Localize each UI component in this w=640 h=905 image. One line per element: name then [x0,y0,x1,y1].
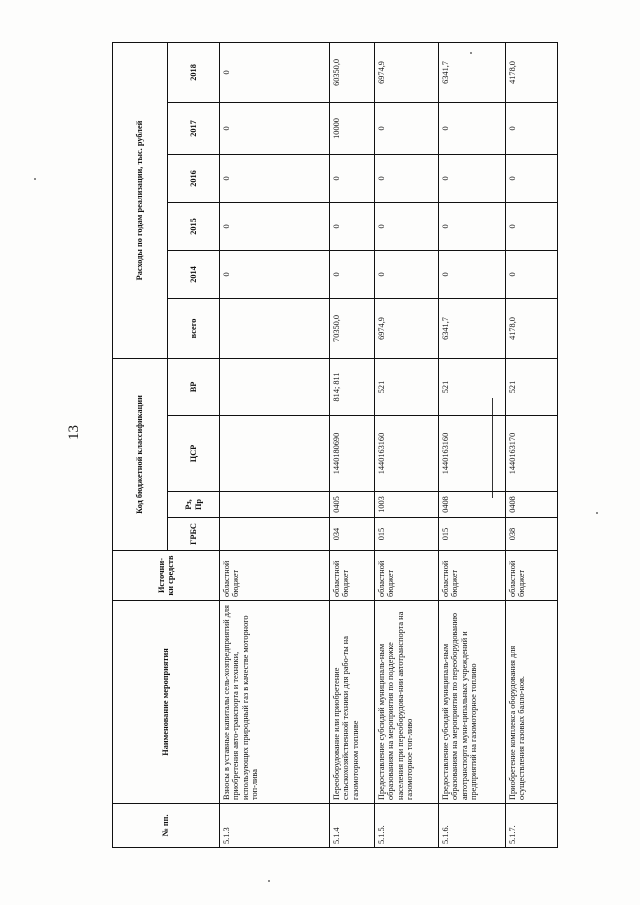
col-2018-header: 2018 [168,42,220,102]
cell-2018: 6974,9 [375,42,439,102]
cell-2014: 0 [220,250,330,298]
table-row [330,42,375,847]
cell-2014: 0 [439,250,506,298]
cell-name: Предоставление субсидий муниципаль-ным образованиям на мероприятия по переоборудованию автотранспорта муни-ципальных учреждений и предприятий на газомоторное топливо [439,601,506,804]
cell-num: 5.1.4 [330,804,375,848]
cell-grbs: 015 [375,518,439,551]
header-row-1 [113,42,168,847]
cell-rzpr [220,492,330,518]
cell-2017: 10000 [330,102,375,154]
page-number: 13 [66,425,82,440]
cell-2017: 0 [375,102,439,154]
cell-2016: 0 [506,154,558,202]
cell-total: 70350,0 [330,298,375,358]
cell-2018: 60350,0 [330,42,375,102]
cell-2017: 0 [506,102,558,154]
col-source-header: Источни-ки средств [113,551,220,601]
cell-rzpr: 0408 [439,492,506,518]
cell-num: 5.1.6. [439,804,506,848]
cell-csr [220,416,330,492]
cell-2017: 0 [220,102,330,154]
cell-grbs: 034 [330,518,375,551]
scan-speck [596,512,598,514]
col-total-header: всего [168,298,220,358]
cell-vr: 521 [506,358,558,415]
budget-table [112,42,558,848]
cell-2015: 0 [330,202,375,250]
col-vr-header: ВР [168,358,220,415]
cell-rzpr: 0408 [506,492,558,518]
col-grbs-header: ГРБС [168,518,220,551]
cell-csr: 1440180690 [330,416,375,492]
cell-vr [220,358,330,415]
cell-source: областной бюджет [220,551,330,601]
col-rzpr-header: Рз, Пр [168,492,220,518]
cell-2018: 6341,7 [439,42,506,102]
cell-2018: 4178,0 [506,42,558,102]
cell-grbs: 015 [439,518,506,551]
cell-source: областной бюджет [330,551,375,601]
cell-csr: 1440163170 [506,416,558,492]
cell-name: Взносы в уставные капиталы сель-хозпредприятий для приобретения авто-транспорта и техники, использующих природный газ в качестве моторного топ-лива [220,601,330,804]
cell-2014: 0 [506,250,558,298]
cell-name: Предоставление субсидий муниципаль-ным образованиям на мероприятия по поддержке населения при переоборудова-нии автотранспорта на газомоторное топ-ливо [375,601,439,804]
cell-total: 6341,7 [439,298,506,358]
cell-total [220,298,330,358]
scan-speck [34,178,36,180]
col-2017-header: 2017 [168,102,220,154]
cell-2015: 0 [375,202,439,250]
cell-name: Приобретение комплекса оборудования для осуществления газовых балло-нов. [506,601,558,804]
cell-csr: 1440163160 [439,416,506,492]
cell-vr: 521 [375,358,439,415]
code-group-header: Код бюджетной классификации [113,358,168,550]
table-row [220,42,330,847]
cell-csr: 1440163160 [375,416,439,492]
cell-2014: 0 [375,250,439,298]
cell-grbs [220,518,330,551]
cell-num: 5.1.7. [506,804,558,848]
cell-2015: 0 [506,202,558,250]
cell-num: 5.1.5. [375,804,439,848]
col-num-header: № пп. [113,804,220,848]
cell-2016: 0 [220,154,330,202]
table-row [506,42,558,847]
cell-grbs: 038 [506,518,558,551]
cell-source: областной бюджет [375,551,439,601]
scan-speck [268,880,270,882]
col-2015-header: 2015 [168,202,220,250]
col-2016-header: 2016 [168,154,220,202]
cell-2018: 0 [220,42,330,102]
cell-2015: 0 [439,202,506,250]
cell-2016: 0 [330,154,375,202]
cell-2017: 0 [439,102,506,154]
cell-2014: 0 [330,250,375,298]
table-row [439,42,506,847]
cell-source: областной бюджет [506,551,558,601]
col-2014-header: 2014 [168,250,220,298]
cell-num: 5.1.3 [220,804,330,848]
col-csr-header: ЦСР [168,416,220,492]
cell-2015: 0 [220,202,330,250]
cell-total: 4178,0 [506,298,558,358]
cell-total: 6974,9 [375,298,439,358]
cell-rzpr: 0405 [330,492,375,518]
col-name-header: Наименование мероприятия [113,601,220,804]
rotated-table-wrapper [112,58,585,848]
cell-2016: 0 [439,154,506,202]
cell-vr: 814; 811 [330,358,375,415]
cell-vr: 521 [439,358,506,415]
cell-name: Переоборудование или приобретение сельскохозяйственной техники для рабо-ты на газомоторном топливе [330,601,375,804]
table-row [375,42,439,847]
cell-2016: 0 [375,154,439,202]
cell-rzpr: 1003 [375,492,439,518]
cell-source: областной бюджет [439,551,506,601]
expenses-group-header: Расходы по годам реализации, тыс. рублей [113,42,168,358]
